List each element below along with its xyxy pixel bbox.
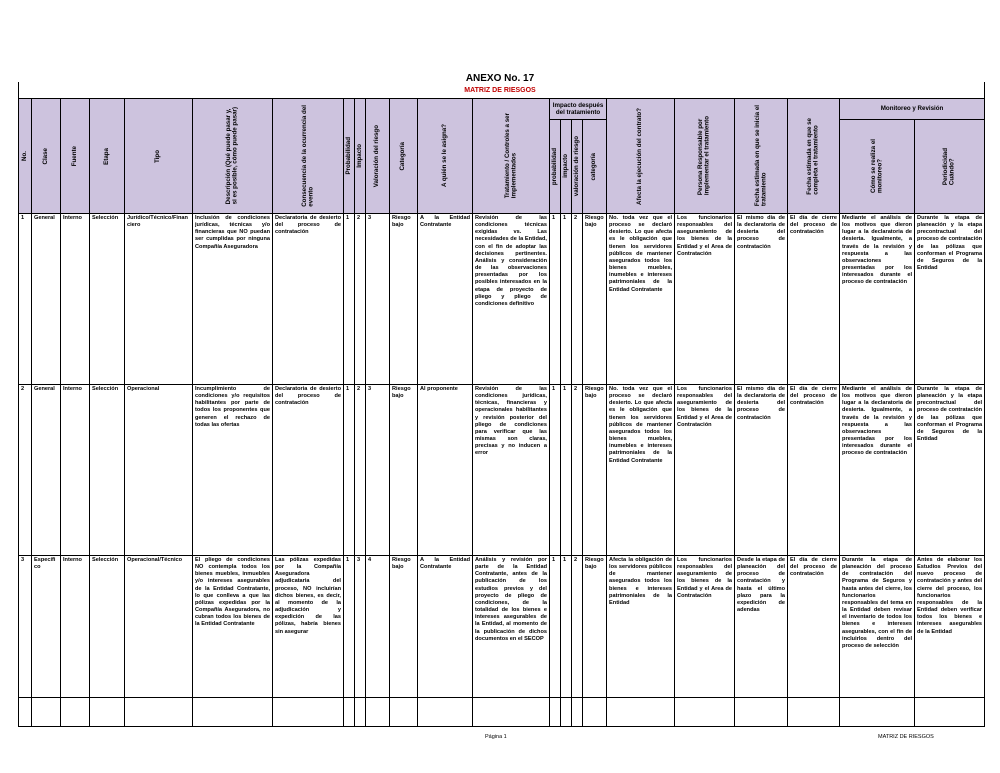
cell-probabilidad: 1	[344, 385, 355, 556]
cell-consecuencia: Declaratoria de desierto del proceso de contratación	[273, 385, 344, 556]
cell-valoracion2: 2	[572, 556, 583, 727]
cell-valoracion2: 2	[572, 214, 583, 385]
cell-tipo: Jurídico/Técnico/Financiero	[125, 214, 193, 385]
header-tratamiento: Tratamiento / Controles a ser implementados	[473, 99, 550, 214]
cell-valoracion: 3	[366, 214, 390, 385]
header-valoracion2: valoración de riesgo	[572, 119, 583, 213]
cell-categoria2: Riesgo bajo	[583, 385, 607, 556]
header-como: Cómo se realiza el monitoreo?	[840, 119, 915, 213]
header-impacto-despues-group: Impacto después del tratamiento	[550, 99, 607, 120]
header-descripcion: Descripción (Qué puede pasar y, si es posible, cómo puede pasar)	[193, 99, 273, 214]
cell-valoracion2: 2	[572, 385, 583, 556]
document-subtitle: MATRIZ DE RIESGOS	[464, 87, 536, 94]
cell-asigna: A la Entidad Contratante	[418, 214, 473, 385]
cell-fuente: Interno	[61, 385, 90, 556]
cell-persona: Los funcionarios responsables del aseguramiento de los bienes de la Entidad y el Area de Contratación	[675, 556, 735, 727]
header-asigna: A quién se le asigna?	[418, 99, 473, 214]
cell-fecha-inicio: El mismo día de la declaratoria de desierta del proceso de contratación	[735, 385, 788, 556]
document-title: ANEXO No. 17	[465, 73, 535, 84]
header-valoracion: Valoración del riesgo	[366, 99, 390, 214]
cell-impacto2: 1	[561, 556, 572, 727]
header-consecuencia: Consecuencia de la ocurrencia del evento	[273, 99, 344, 214]
cell-categoria2: Riesgo bajo	[583, 214, 607, 385]
cell-afecta: No. toda vez que el proceso se declaró desierto. Lo que afecta es le obligación que tienen los servidores públicos de mantener asegurados todos los bienes muebles, inumebles e intereses patrimoniales de la Entidad Contratante	[607, 385, 675, 556]
cell-fecha-inicio: Desde la etapa de planeación del proceso de contratación y hasta el último plazo para la expedición de adendas	[735, 556, 788, 727]
header-fecha-inicio: Fecha estimada en que se inicia el tratamiento	[735, 99, 788, 214]
cell-categoria: Riesgo bajo	[390, 556, 418, 727]
cell-probabilidad: 1	[344, 214, 355, 385]
cell-fecha-inicio: El mismo día de la declaratoria de desierta del proceso de contratación	[735, 214, 788, 385]
cell-clase: General	[32, 214, 61, 385]
header-fecha-completa: Fecha estimada en que se completa el tratamiento	[788, 99, 840, 214]
footer-doc-name: MATRIZ DE RIESGOS	[878, 734, 934, 740]
cell-tipo: Operacional/Técnico	[125, 556, 193, 727]
cell-impacto2: 1	[561, 214, 572, 385]
cell-fuente: Interno	[61, 214, 90, 385]
cell-persona: Los funcionarios responsables del aseguramiento de los bienes de la Entidad y el Area de Contratación	[675, 385, 735, 556]
cell-impacto: 2	[355, 385, 366, 556]
table-row	[19, 556, 985, 727]
cell-categoria: Riesgo bajo	[390, 385, 418, 556]
cell-probabilidad2: 1	[550, 214, 561, 385]
cell-persona: Los funcionarios responsables del aseguramiento de los bienes de la Entidad y el Area de Contratación	[675, 214, 735, 385]
header-tipo: Tipo	[125, 99, 193, 214]
cell-impacto: 2	[355, 214, 366, 385]
header-clase: Clase	[32, 99, 61, 214]
header-monitoreo-group: Monitoreo y Revisión	[840, 99, 985, 120]
cell-descripcion: Inclusión de condiciones jurídicas, técnicas y/o financieras que NO puedan ser cumplidas por ninguna Compañía Aseguradora	[193, 214, 273, 385]
page-number: Página 1	[485, 734, 507, 740]
cell-categoria2: Riesgo bajo	[583, 556, 607, 727]
header-categoria: Categoría	[390, 99, 418, 214]
cell-fecha-completa: El día de cierre del proceso de contratación	[788, 385, 840, 556]
cell-consecuencia: Declaratoria de desierto del proceso de contratación	[273, 214, 344, 385]
cell-periodicidad: Antes de elaborar los Estudios Previos del nuevo proceso de contratación y antes del cierre del proceso, los funcionarios responsables de la Entidad deben verificar todos los bienes e intereses asegurables de la Entidad	[915, 556, 985, 727]
cell-no: 3	[19, 556, 32, 727]
cell-clase: General	[32, 385, 61, 556]
cell-descripcion: Incumplimiento de condiciones y/o requisitos habilitantes por parte de todos los proponentes que generen el rechazo de todas las ofertas	[193, 385, 273, 556]
cell-valoracion: 4	[366, 556, 390, 727]
cell-tratamiento: Revisión de las condiciones técnicas exigidas vs. Las necesidades de la Entidad, con el fin de adoptar las decisiones pertinentes. Análisis y consideración de las observaciones presentadas por los posibles interesados en la etapa de proyecto de pliego y pliego de condiciones definitivo	[473, 214, 550, 385]
cell-etapa: Selección	[90, 385, 125, 556]
cell-como: Durante la etapa de planeación del proceso de contratación del Programa de Seguros y hasta antes del cierre, los funcionarios responsables del tema en la Entidad deben revisar el inventario de todos los bienes e intereses asegurables, con el fin de incluirlos dentro del proceso de selección	[840, 556, 915, 727]
header-periodicidad: Periodicidad Cuándo?	[915, 119, 985, 213]
cell-valoracion: 3	[366, 385, 390, 556]
cell-fecha-completa: El día de cierre del proceso de contratación	[788, 214, 840, 385]
cell-consecuencia: Las pólizas expedidas por la Compañía Aseguradora adjudicataria del proceso, NO incluirían dichos bienes, es decir, al momento de la adjudicación y expedición de las pólizas, habría bienes sin asegurar	[273, 556, 344, 727]
cell-probabilidad2: 1	[550, 556, 561, 727]
cell-impacto2: 1	[561, 385, 572, 556]
cell-afecta: Afecta la obligación de los servidores públicos de mantener asegurados todos los bienes e intereses patrimoniales de la Entidad	[607, 556, 675, 727]
cell-periodicidad: Durante la etapa de planeación y la etapa precontractual del proceso de contratación de las pólizas que conforman el Programa de Seguros de la Entidad	[915, 385, 985, 556]
cell-afecta: No. toda vez que el proceso se declaró desierto. Lo que afecta es le obligación que tienen los servidores públicos de mantener asegurados todos los bienes muebles, inumebles e intereses patrimoniales de la Entidad Contratante	[607, 214, 675, 385]
cell-asigna: A la Entidad Contratante	[418, 556, 473, 727]
header-etapa: Etapa	[90, 99, 125, 214]
table-row	[19, 214, 985, 385]
cell-tratamiento: Análisis y revisión por parte de la Entidad Contratante, antes de la publicación de los estudios previos y del proyecto de pliego de condiciones, de la totalidad de los bienes e intereses asegurables de la Entidad, al momento de la publicación de dichos documentos en el SECOP	[473, 556, 550, 727]
header-persona: Persona Responsable por implementar el tratamiento	[675, 99, 735, 214]
cell-como: Mediante el análisis de los motivos que dieron lugar a la declaratoria de desierta. Igualmente, a través de la revisión y respuesta a las observaciones presentadas por los interesados durante el proceso de contratación	[840, 385, 915, 556]
cell-clase: Específico	[32, 556, 61, 727]
cell-fuente: Interno	[61, 556, 90, 727]
header-impacto2: impacto	[561, 119, 572, 213]
cell-etapa: Selección	[90, 556, 125, 727]
cell-impacto: 3	[355, 556, 366, 727]
cell-descripcion: El pliego de condiciones NO contempla todos los bienes muebles, inmuebles y/o intereses asegurables de la Entidad Contratante, lo que conlleva a que las pólizas expedidas por la Compañía Aseguradora, no cubran todos los bienes de la Entidad Contratante	[193, 556, 273, 727]
cell-etapa: Selección	[90, 214, 125, 385]
cell-no: 1	[19, 214, 32, 385]
header-fuente: Fuente	[61, 99, 90, 214]
header-probabilidad: Probabilidad	[344, 99, 355, 214]
risk-matrix-table	[18, 98, 985, 727]
cell-fecha-completa: El día de cierre del proceso de contratación	[788, 556, 840, 727]
header-no: No.	[19, 99, 32, 214]
header-impacto: Impacto	[355, 99, 366, 214]
cell-probabilidad: 1	[344, 556, 355, 727]
cell-periodicidad: Durante la etapa de planeación y la etapa precontractual del proceso de contratación de las pólizas que conforman el Programa de Seguros de la Entidad	[915, 214, 985, 385]
cell-tipo: Operacional	[125, 385, 193, 556]
cell-como: Mediante el análisis de los motivos que dieron lugar a la declaratoria de desierta. Igualmente, a través de la revisión y respuesta a las observaciones presentadas por los interesados durante el proceso de contratación	[840, 214, 915, 385]
cell-no: 2	[19, 385, 32, 556]
cell-tratamiento: Revisión de las condiciones jurídicas, técnicas, financieras y operacionales habilitantes y revisión posterior del pliego de condiciones para verificar que las mismas son claras, precisas y no inducen a error	[473, 385, 550, 556]
cell-categoria: Riesgo bajo	[390, 214, 418, 385]
header-afecta: Afecta la ejecución del contrato?	[607, 99, 675, 214]
header-probabilidad2: probabilidad	[550, 119, 561, 213]
table-row	[19, 385, 985, 556]
header-categoria2: categoría	[583, 119, 607, 213]
cell-asigna: Al proponente	[418, 385, 473, 556]
cell-probabilidad2: 1	[550, 385, 561, 556]
